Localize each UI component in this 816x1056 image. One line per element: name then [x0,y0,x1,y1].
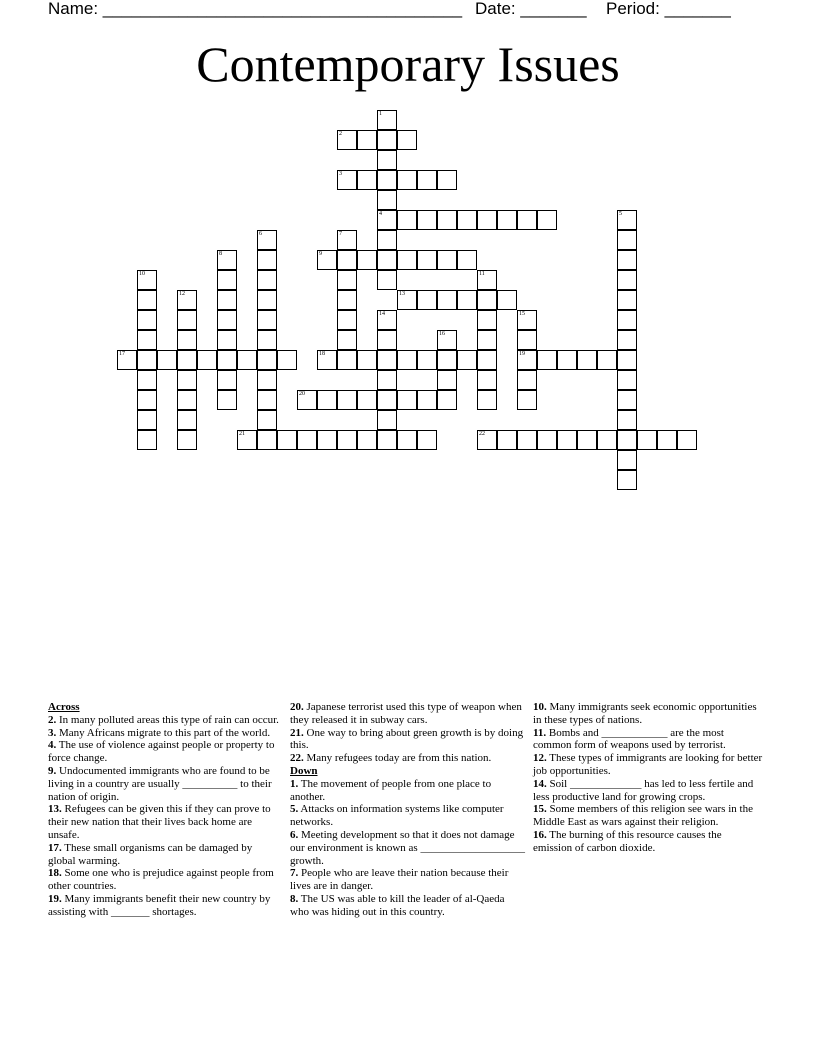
clue-item [48,765,280,803]
crossword-cell[interactable] [337,290,357,310]
clue-number-label: 22 [479,431,485,437]
crossword-cell[interactable] [437,170,457,190]
crossword-cell[interactable] [217,350,237,370]
clues-column-1 [48,701,280,919]
crossword-cell[interactable] [137,290,157,310]
clue-text: Some one who is prejudice against people from other countries. [48,867,274,893]
clue-number-label: 9 [319,251,322,257]
clue-text: Meeting development so that it does not damage our environment is known as ___________________ growth. [290,828,525,867]
crossword-cell[interactable] [517,430,537,450]
clue-item [290,701,526,727]
crossword-cell[interactable] [497,210,517,230]
crossword-cell[interactable] [477,330,497,350]
clue-number: 22. [290,752,304,765]
crossword-cell[interactable] [237,350,257,370]
crossword-cell[interactable] [317,250,337,270]
clue-number: 13. [48,803,62,816]
clue-text: Soil _____________ has led to less fertile and less productive land for growing crops. [533,777,754,803]
crossword-cell[interactable] [457,250,477,270]
crossword-cell[interactable] [617,350,637,370]
crossword-cell[interactable] [377,150,397,170]
crossword-cell[interactable] [417,430,437,450]
crossword-cell[interactable] [397,130,417,150]
crossword-cell[interactable] [177,430,197,450]
clue-number: 19. [48,892,62,905]
crossword-cell[interactable] [397,430,417,450]
crossword-cell[interactable] [397,170,417,190]
clue-text: Many immigrants seek economic opportunities in these types of nations. [533,701,757,726]
crossword-cell[interactable] [377,250,397,270]
clue-text: In many polluted areas this type of rain can occur. [56,713,279,726]
clue-text: These small organisms can be damaged by global warming. [48,841,253,867]
crossword-cell[interactable] [437,350,457,370]
clue-number: 8. [290,892,299,905]
crossword-cell[interactable] [617,330,637,350]
clue-number: 7. [290,867,299,880]
crossword-cell[interactable] [337,390,357,410]
crossword-cell[interactable] [597,430,617,450]
crossword-cell[interactable] [217,250,237,270]
crossword-cell[interactable] [377,310,397,330]
crossword-cell[interactable] [357,430,377,450]
crossword-cell[interactable] [557,430,577,450]
crossword-cell[interactable] [197,350,217,370]
crossword-cell[interactable] [337,270,357,290]
crossword-cell[interactable] [497,430,517,450]
clue-item [533,701,763,727]
crossword-cell[interactable] [237,430,257,450]
clue-text: Some members of this religion see wars in the Middle East as wars against their religion. [533,803,753,829]
clue-text: Many Africans migrate to this part of the world. [56,726,271,739]
clue-text: The movement of people from one place to another. [290,777,492,803]
crossword-cell[interactable] [257,410,277,430]
crossword-cell[interactable] [137,430,157,450]
crossword-cell[interactable] [377,230,397,250]
clue-text: Attacks on information systems like computer networks. [290,803,504,829]
clue-item [533,778,763,804]
crossword-cell[interactable] [337,130,357,150]
clue-text: People who are leave their nation because their lives are in danger. [290,867,509,893]
name-field-label: Name: ______________________________________ [48,0,463,18]
clue-item [48,714,280,727]
clue-number: 2. [48,713,57,726]
crossword-cell[interactable] [597,350,617,370]
crossword-cell[interactable] [137,350,157,370]
clue-item [290,727,526,753]
crossword-cell[interactable] [517,390,537,410]
clue-number-label: 10 [139,271,145,277]
clue-number-label: 4 [379,211,382,217]
crossword-cell[interactable] [257,430,277,450]
crossword-cell[interactable] [217,310,237,330]
crossword-cell[interactable] [417,350,437,370]
crossword-cell[interactable] [617,370,637,390]
crossword-cell[interactable] [477,430,497,450]
crossword-cell[interactable] [577,430,597,450]
crossword-cell[interactable] [377,170,397,190]
clue-number-label: 17 [119,351,125,357]
crossword-cell[interactable] [537,350,557,370]
crossword-cell[interactable] [417,290,437,310]
clue-number-label: 14 [379,311,385,317]
clue-number: 4. [48,739,57,752]
clue-item [48,867,280,893]
crossword-cell[interactable] [177,330,197,350]
crossword-cell[interactable] [177,290,197,310]
clue-number-label: 1 [379,111,382,117]
crossword-cell[interactable] [217,330,237,350]
period-field-label: Period: _______ [606,0,731,18]
crossword-cell[interactable] [357,170,377,190]
clue-text: The US was able to kill the leader of al-Qaeda who was hiding out in this country. [290,892,505,918]
crossword-cell[interactable] [397,210,417,230]
clue-text: The use of violence against people or property to force change. [48,739,275,765]
crossword-cell[interactable] [257,350,277,370]
crossword-cell[interactable] [397,250,417,270]
clue-number: 3. [48,726,57,739]
crossword-cell[interactable] [437,210,457,230]
crossword-cell[interactable] [417,210,437,230]
clue-item [533,803,763,829]
clue-number-label: 16 [439,331,445,337]
crossword-cell[interactable] [517,370,537,390]
crossword-cell[interactable] [617,250,637,270]
crossword-cell[interactable] [337,250,357,270]
crossword-cell[interactable] [337,230,357,250]
crossword-cell[interactable] [357,390,377,410]
crossword-cell[interactable] [277,350,297,370]
crossword-cell[interactable] [617,470,637,490]
clue-number: 11. [533,726,547,739]
crossword-cell[interactable] [477,290,497,310]
crossword-cell[interactable] [437,370,457,390]
crossword-cell[interactable] [257,270,277,290]
crossword-cell[interactable] [477,370,497,390]
clue-item [533,752,763,778]
crossword-cell[interactable] [297,430,317,450]
crossword-cell[interactable] [217,390,237,410]
crossword-grid [0,0,816,520]
clue-text: Many immigrants benefit their new country by assisting with _______ shortages. [48,892,271,918]
crossword-cell[interactable] [217,270,237,290]
crossword-cell[interactable] [277,430,297,450]
clues-column-3 [533,701,763,855]
clue-item [48,739,280,765]
crossword-cell[interactable] [257,390,277,410]
crossword-cell[interactable] [617,450,637,470]
clue-item [48,803,280,841]
clue-text: Bombs and ____________ are the most common form of weapons used by terrorist. [533,726,726,752]
crossword-cell[interactable] [357,250,377,270]
crossword-cell[interactable] [337,170,357,190]
crossword-cell[interactable] [477,350,497,370]
crossword-cell[interactable] [377,190,397,210]
crossword-cell[interactable] [557,350,577,370]
crossword-cell[interactable] [377,410,397,430]
clue-number-label: 6 [259,231,262,237]
clue-number-label: 7 [339,231,342,237]
clue-number-label: 19 [519,351,525,357]
crossword-cell[interactable] [417,250,437,270]
clue-number-label: 15 [519,311,525,317]
crossword-cell[interactable] [377,350,397,370]
crossword-cell[interactable] [617,310,637,330]
crossword-cell[interactable] [317,430,337,450]
crossword-cell[interactable] [437,390,457,410]
clue-number-label: 8 [219,251,222,257]
crossword-cell[interactable] [617,270,637,290]
page-title: Contemporary Issues [196,36,620,92]
crossword-cell[interactable] [177,410,197,430]
crossword-cell[interactable] [257,310,277,330]
crossword-cell[interactable] [257,230,277,250]
down-heading: Down [290,764,318,777]
crossword-cell[interactable] [337,310,357,330]
crossword-cell[interactable] [137,310,157,330]
crossword-cell[interactable] [497,290,517,310]
crossword-cell[interactable] [397,390,417,410]
crossword-cell[interactable] [617,430,637,450]
crossword-cell[interactable] [617,210,637,230]
crossword-cell[interactable] [437,330,457,350]
clue-item [290,829,526,867]
crossword-cell[interactable] [617,230,637,250]
clue-item [290,778,526,804]
crossword-cell[interactable] [337,350,357,370]
clue-number-label: 12 [179,291,185,297]
clue-number: 18. [48,867,62,880]
clue-text: Undocumented immigrants who are found to be living in a country are usually __________ to their nation of origin. [48,764,272,803]
crossword-cell[interactable] [457,350,477,370]
crossword-cell[interactable] [457,210,477,230]
crossword-cell[interactable] [377,110,397,130]
clue-number: 20. [290,701,304,713]
clue-number-label: 11 [479,271,485,277]
clue-text: One way to bring about green growth is by doing this. [290,726,524,752]
clue-number: 14. [533,777,547,790]
crossword-cell[interactable] [457,290,477,310]
crossword-cell[interactable] [517,310,537,330]
crossword-cell[interactable] [257,330,277,350]
clue-item [290,867,526,893]
crossword-cell[interactable] [537,430,557,450]
crossword-cell[interactable] [337,430,357,450]
crossword-cell[interactable] [377,390,397,410]
clue-number-label: 3 [339,171,342,177]
crossword-cell[interactable] [477,270,497,290]
crossword-cell[interactable] [417,170,437,190]
crossword-cell[interactable] [137,370,157,390]
crossword-cell[interactable] [577,350,597,370]
crossword-cell[interactable] [137,330,157,350]
crossword-cell[interactable] [677,430,697,450]
crossword-cell[interactable] [517,350,537,370]
clue-number-label: 5 [619,211,622,217]
crossword-cell[interactable] [357,350,377,370]
crossword-cell[interactable] [377,430,397,450]
crossword-cell[interactable] [157,350,177,370]
crossword-cell[interactable] [377,130,397,150]
crossword-cell[interactable] [517,330,537,350]
crossword-cell[interactable] [377,270,397,290]
clues-column-2 [290,701,526,919]
crossword-cell[interactable] [137,270,157,290]
clue-number: 5. [290,803,299,816]
clue-number: 12. [533,752,547,765]
crossword-cell[interactable] [297,390,317,410]
clue-item [48,893,280,919]
clue-item [48,842,280,868]
crossword-cell[interactable] [257,370,277,390]
clue-text: Refugees can be given this if they can prove to their new nation that their lives back home are unsafe. [48,803,271,841]
clue-number: 21. [290,726,304,739]
crossword-cell[interactable] [117,350,137,370]
crossword-cell[interactable] [177,390,197,410]
clue-item [290,752,526,765]
clue-number: 9. [48,764,57,777]
clue-item [533,727,763,753]
clue-number-label: 21 [239,431,245,437]
crossword-cell[interactable] [657,430,677,450]
clue-item [290,893,526,919]
clue-text: Many refugees today are from this nation. [303,752,492,765]
clue-item [290,803,526,829]
clue-number-label: 20 [299,391,305,397]
crossword-cell[interactable] [177,310,197,330]
crossword-cell[interactable] [617,410,637,430]
crossword-cell[interactable] [377,210,397,230]
crossword-cell[interactable] [257,250,277,270]
crossword-cell[interactable] [537,210,557,230]
crossword-cell[interactable] [317,350,337,370]
crossword-cell[interactable] [217,290,237,310]
crossword-cell[interactable] [397,350,417,370]
crossword-cell[interactable] [417,390,437,410]
crossword-cell[interactable] [357,130,377,150]
clue-item [533,829,763,855]
clue-number-label: 18 [319,351,325,357]
across-heading: Across [48,701,80,713]
crossword-cell[interactable] [377,330,397,350]
clue-item [48,727,280,740]
crossword-cell[interactable] [217,370,237,390]
crossword-cell[interactable] [477,390,497,410]
crossword-cell[interactable] [317,390,337,410]
crossword-cell[interactable] [137,410,157,430]
clue-text: Japanese terrorist used this type of weapon when they released it in subway cars. [290,701,522,726]
crossword-cell[interactable] [177,350,197,370]
crossword-cell[interactable] [477,310,497,330]
crossword-cell[interactable] [637,430,657,450]
crossword-cell[interactable] [437,250,457,270]
clue-number-label: 2 [339,131,342,137]
crossword-cell[interactable] [617,390,637,410]
crossword-cell[interactable] [437,290,457,310]
clue-text: These types of immigrants are looking for better job opportunities. [533,752,763,777]
clue-number: 1. [290,777,299,790]
clue-number-label: 13 [399,291,405,297]
clue-number: 10. [533,701,547,713]
clue-number: 6. [290,828,299,841]
clue-number: 15. [533,803,547,816]
clue-number: 16. [533,828,547,841]
crossword-cell[interactable] [177,370,197,390]
crossword-cell[interactable] [137,390,157,410]
clue-number: 17. [48,841,62,854]
crossword-cell[interactable] [377,370,397,390]
crossword-cell[interactable] [397,290,417,310]
crossword-cell[interactable] [337,330,357,350]
crossword-cell[interactable] [257,290,277,310]
crossword-cell[interactable] [477,210,497,230]
crossword-cell[interactable] [617,290,637,310]
clue-text: The burning of this resource causes the emission of carbon dioxide. [533,828,722,854]
crossword-cell[interactable] [517,210,537,230]
date-field-label: Date: _______ [475,0,587,18]
